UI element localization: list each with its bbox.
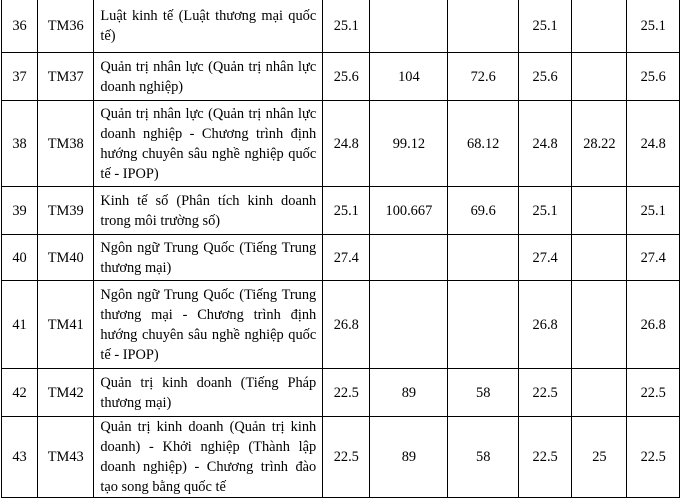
score-cell <box>323 281 370 369</box>
score-text: 25.1 <box>640 202 666 219</box>
program-code-cell <box>38 281 94 369</box>
score-text: 25.6 <box>640 68 666 85</box>
score-cell <box>627 281 680 369</box>
admission-score-table <box>1 0 680 498</box>
score-cell <box>627 0 680 53</box>
score-text: 89 <box>401 449 417 465</box>
program-name-text: Quản trị nhân lực (Quản trị nhân lực doanh nghiệp - Chương trình định hướng chuyên sâu nghề nghiệp quốc tế - IPOP) <box>100 105 317 182</box>
program-name-text: Ngôn ngữ Trung Quốc (Tiếng Trung thương mại - Chương trình định hướng chuyên sâu nghề nghiệp quốc tế - IPOP) <box>100 286 317 363</box>
score-cell <box>448 369 518 417</box>
table-row <box>2 0 680 53</box>
program-code-cell <box>38 101 94 187</box>
program-code-cell <box>38 369 94 417</box>
score-text: 22.5 <box>333 449 359 465</box>
score-cell <box>448 53 518 101</box>
score-cell <box>323 417 370 498</box>
program-code-cell <box>38 53 94 101</box>
program-code-text: TM43 <box>47 449 84 465</box>
program-code-text: TM38 <box>47 135 84 152</box>
score-text: 28.22 <box>583 135 616 152</box>
score-cell <box>448 281 518 369</box>
score-cell <box>323 101 370 187</box>
score-text: 24.8 <box>640 135 666 152</box>
score-cell <box>448 0 518 53</box>
row-number-cell <box>2 235 38 281</box>
row-number-cell <box>2 281 38 369</box>
program-name-cell <box>94 101 323 187</box>
row-number-text: 36 <box>12 18 27 34</box>
table-row <box>2 369 680 417</box>
row-number-text: 39 <box>12 202 27 219</box>
program-code-cell <box>38 417 94 498</box>
score-text: 25 <box>592 449 607 465</box>
score-cell <box>518 0 571 53</box>
program-code-text: TM42 <box>47 384 84 401</box>
score-text: 25.1 <box>532 18 558 34</box>
score-cell <box>518 53 571 101</box>
score-text: 26.8 <box>532 316 558 333</box>
score-text: 72.6 <box>470 68 496 85</box>
score-text: 99.12 <box>392 135 426 152</box>
score-cell <box>448 417 518 498</box>
score-cell <box>518 417 571 498</box>
score-cell <box>370 53 448 101</box>
program-name-cell <box>94 53 323 101</box>
score-text: 22.5 <box>333 384 359 401</box>
score-text: 68.12 <box>467 135 500 152</box>
score-cell <box>572 281 627 369</box>
row-number-cell <box>2 53 38 101</box>
score-text: 27.4 <box>640 249 666 266</box>
score-cell <box>572 369 627 417</box>
table-row <box>2 53 680 101</box>
score-cell <box>518 281 571 369</box>
program-code-text: TM36 <box>47 18 84 34</box>
program-name-text: Ngôn ngữ Trung Quốc (Tiếng Trung thương mại) <box>100 239 317 276</box>
score-cell <box>323 187 370 235</box>
score-cell <box>370 0 448 53</box>
score-text: 25.6 <box>333 68 359 85</box>
score-cell <box>572 0 627 53</box>
row-number-cell <box>2 417 38 498</box>
program-name-text: Kinh tế số (Phân tích kinh doanh trong môi trường số) <box>100 192 317 229</box>
score-cell <box>627 369 680 417</box>
program-name-text: Luật kinh tế (Luật thương mại quốc tế) <box>100 8 317 44</box>
row-number-text: 38 <box>12 135 27 152</box>
row-number-cell <box>2 187 38 235</box>
score-cell <box>627 417 680 498</box>
score-text: 25.1 <box>532 202 558 219</box>
score-cell <box>370 281 448 369</box>
program-name-cell <box>94 187 323 235</box>
program-name-cell <box>94 235 323 281</box>
score-cell <box>627 235 680 281</box>
score-text: 27.4 <box>532 249 558 266</box>
score-text: 25.1 <box>333 18 359 34</box>
score-cell <box>323 369 370 417</box>
program-code-text: TM41 <box>47 316 84 333</box>
row-number-cell <box>2 369 38 417</box>
score-cell <box>323 235 370 281</box>
score-cell <box>448 187 518 235</box>
score-cell <box>627 53 680 101</box>
score-cell <box>370 235 448 281</box>
row-number-text: 41 <box>12 316 27 333</box>
score-text: 69.6 <box>470 202 496 219</box>
program-name-cell <box>94 281 323 369</box>
program-name-text: Quản trị nhân lực (Quản trị nhân lực doanh nghiệp) <box>100 58 317 95</box>
score-text: 22.5 <box>532 384 558 401</box>
score-cell <box>572 235 627 281</box>
program-name-text: Quản trị kinh doanh (Tiếng Pháp thương mại) <box>100 374 317 411</box>
program-code-text: TM37 <box>47 68 84 85</box>
row-number-text: 43 <box>12 449 27 465</box>
score-text: 26.8 <box>333 316 359 333</box>
program-code-text: TM39 <box>47 202 84 219</box>
score-cell <box>323 53 370 101</box>
score-cell <box>370 187 448 235</box>
table-row <box>2 417 680 498</box>
score-text: 26.8 <box>640 316 666 333</box>
score-cell <box>518 369 571 417</box>
score-text: 22.5 <box>640 449 666 465</box>
table-row <box>2 101 680 187</box>
score-cell <box>572 417 627 498</box>
table-row <box>2 281 680 369</box>
row-number-text: 42 <box>12 384 27 401</box>
program-code-cell <box>38 187 94 235</box>
program-name-cell <box>94 369 323 417</box>
row-number-cell <box>2 0 38 53</box>
score-cell <box>572 101 627 187</box>
program-name-cell <box>94 417 323 498</box>
score-cell <box>518 235 571 281</box>
score-cell <box>572 187 627 235</box>
score-cell <box>518 187 571 235</box>
score-text: 22.5 <box>640 384 666 401</box>
score-cell <box>627 187 680 235</box>
program-name-text: Quản trị kinh doanh (Quản trị kinh doanh) - Khởi nghiệp (Thành lập doanh nghiệp) - Chương trình đào tạo song bằng quốc tế <box>100 419 317 495</box>
score-cell <box>370 417 448 498</box>
row-number-text: 37 <box>12 68 27 85</box>
score-text: 58 <box>476 384 491 401</box>
table-row <box>2 187 680 235</box>
score-text: 27.4 <box>333 249 359 266</box>
program-code-text: TM40 <box>47 249 84 266</box>
score-cell <box>370 101 448 187</box>
score-cell <box>323 0 370 53</box>
score-cell <box>448 235 518 281</box>
score-text: 25.1 <box>333 202 359 219</box>
row-number-text: 40 <box>12 249 27 266</box>
program-code-cell <box>38 0 94 53</box>
score-text: 24.8 <box>532 135 558 152</box>
score-cell <box>448 101 518 187</box>
score-cell <box>572 53 627 101</box>
program-code-cell <box>38 235 94 281</box>
row-number-cell <box>2 101 38 187</box>
score-text: 104 <box>398 68 420 85</box>
score-text: 25.6 <box>532 68 558 85</box>
score-text: 22.5 <box>532 449 558 465</box>
score-cell <box>370 369 448 417</box>
program-name-cell <box>94 0 323 53</box>
score-cell <box>518 101 571 187</box>
score-text: 100.667 <box>385 202 433 219</box>
table-row <box>2 235 680 281</box>
score-text: 25.1 <box>640 18 666 34</box>
score-text: 89 <box>401 384 417 401</box>
score-text: 24.8 <box>333 135 359 152</box>
score-cell <box>627 101 680 187</box>
score-text: 58 <box>476 449 491 465</box>
